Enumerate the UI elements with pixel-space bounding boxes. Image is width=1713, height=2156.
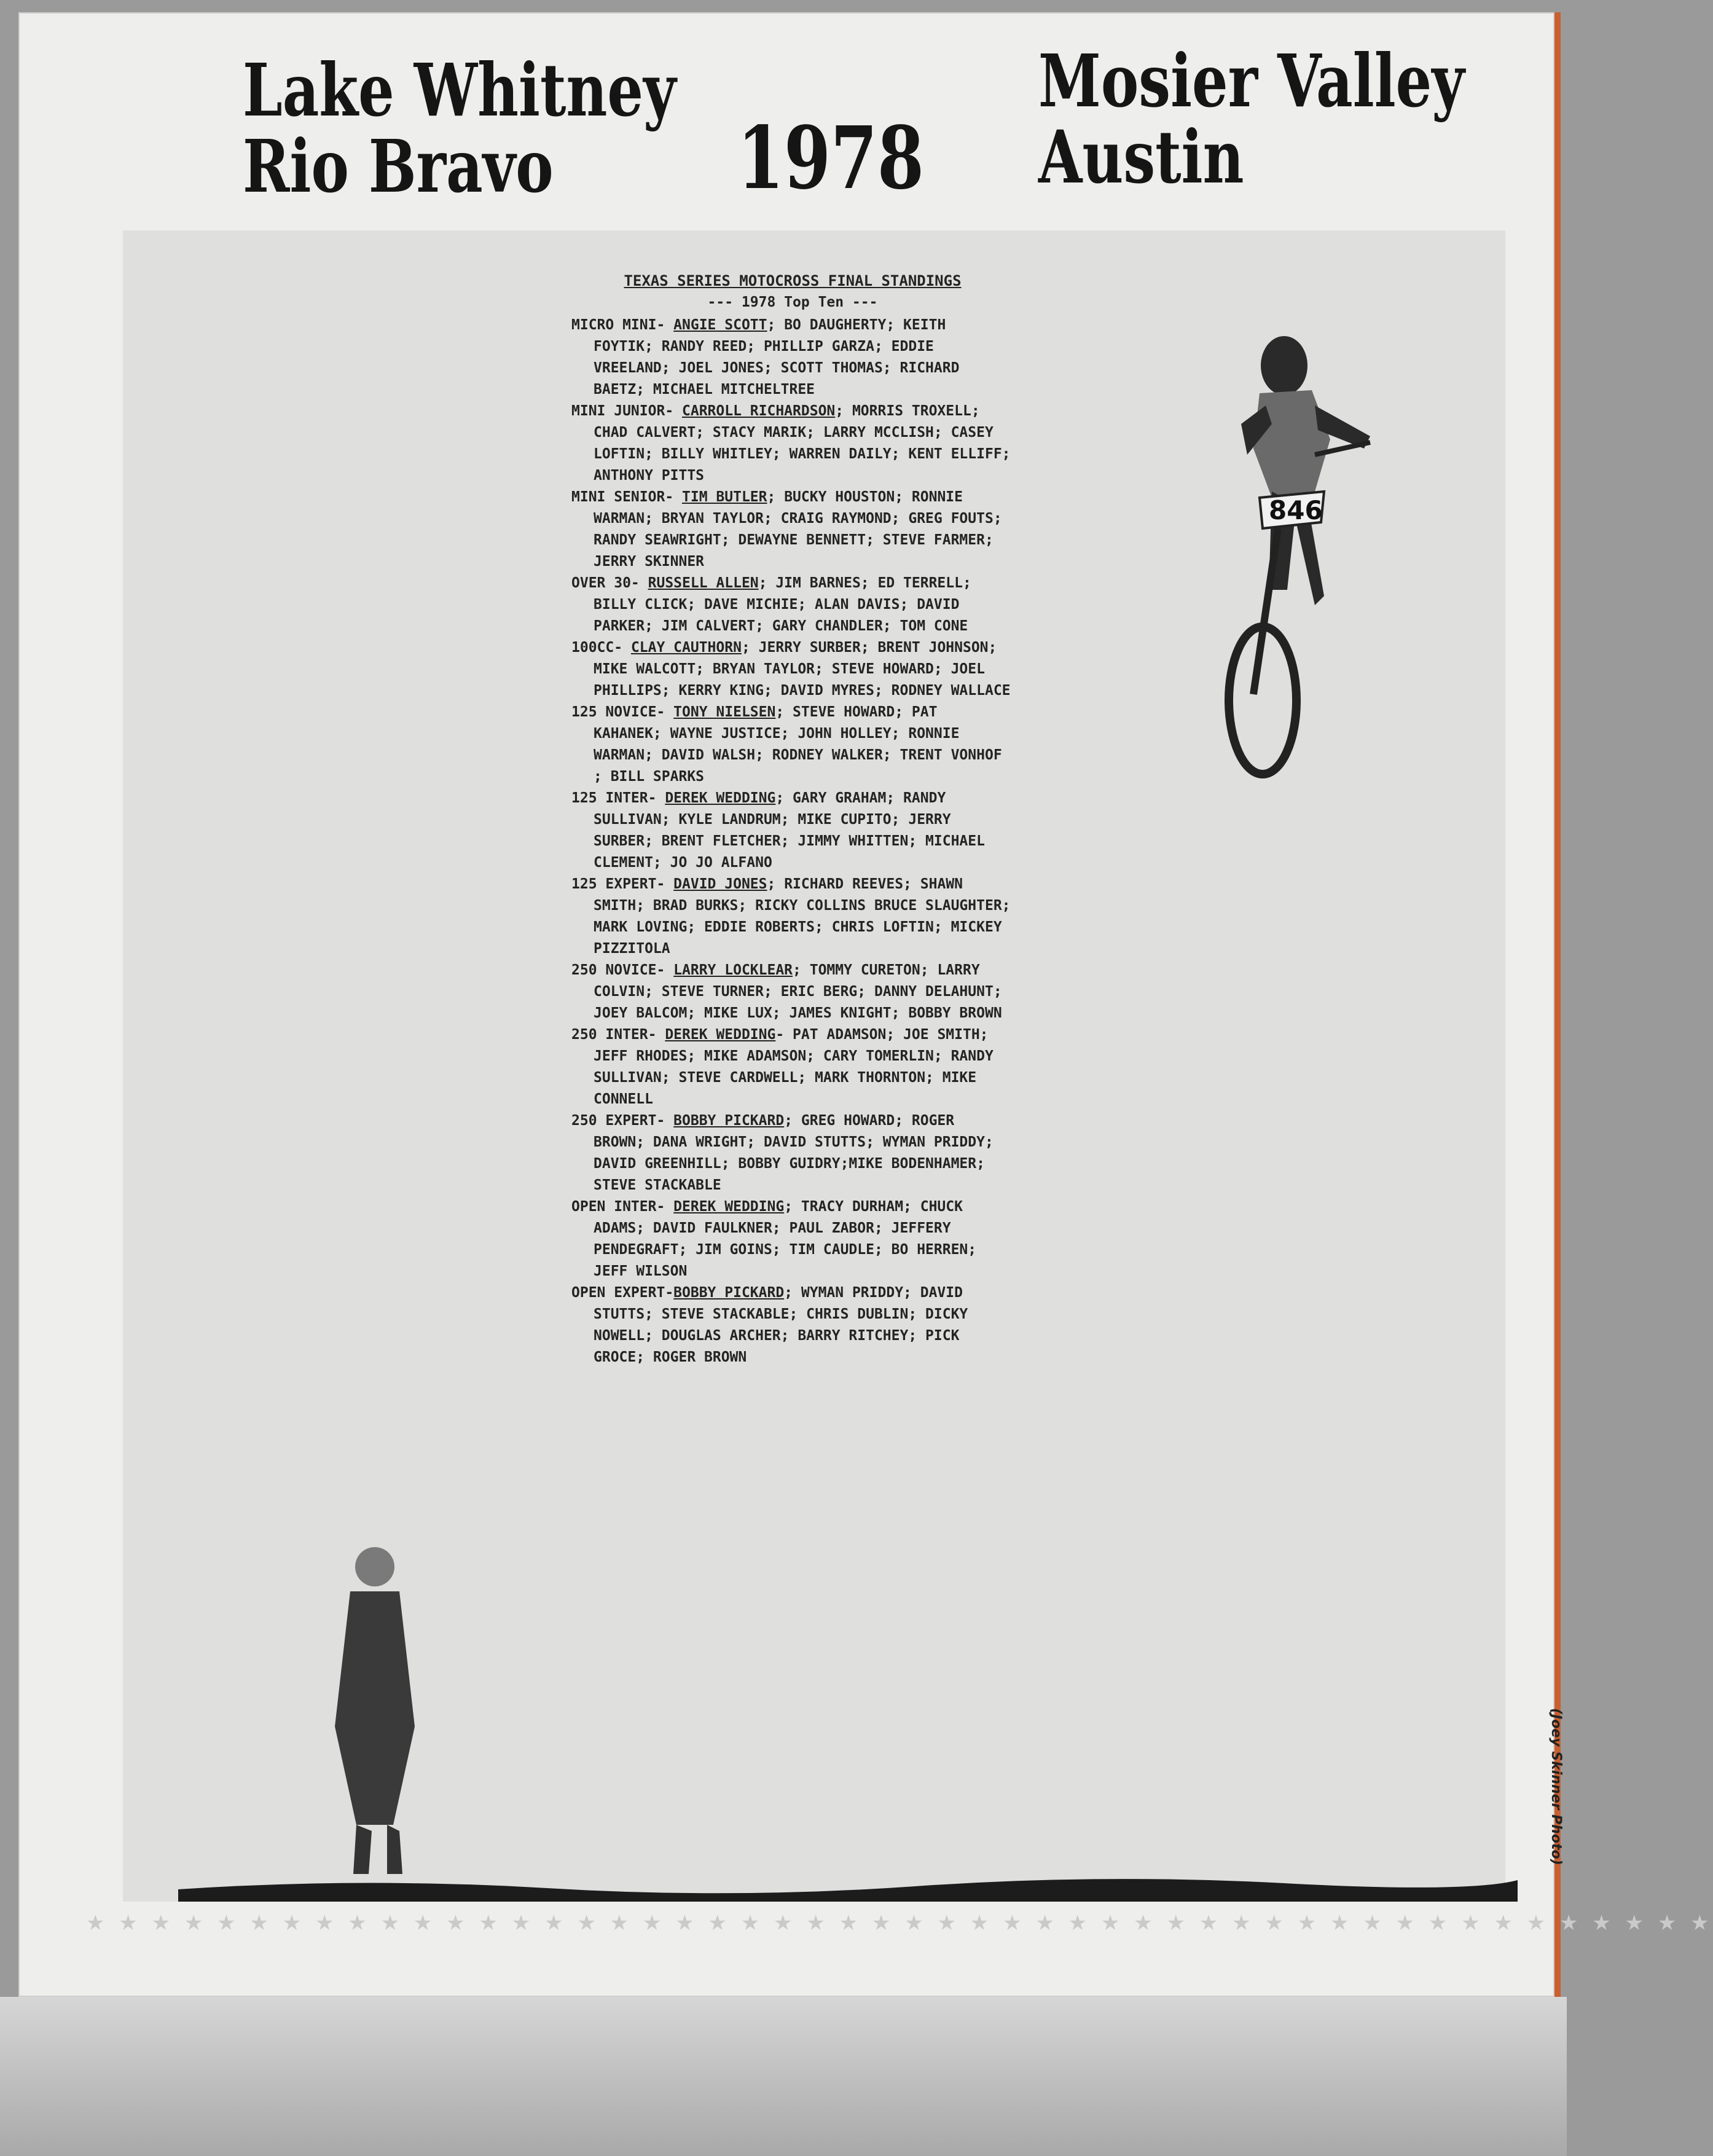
star-border: ★ ★ ★ ★ ★ ★ ★ ★ ★ ★ ★ ★ ★ ★ ★ ★ ★ ★ ★ ★ ★ ★ ★ ★ ★ ★ ★ ★ ★ ★ ★ ★ ★ ★ ★ ★ ★ ★ ★ ★ ★ ★ ★ ★ ★ ★ ★ ★ ★ ★ [86, 1911, 1713, 1935]
class-names: ; JIM BARNES; ED TERRELL; BILLY CLICK; DAVE MICHIE; ALAN DAVIS; DAVID PARKER; JIM CALVERT; GARY CHANDLER; TOM CONE [594, 575, 971, 634]
class-entry [571, 315, 1014, 401]
class-winner: DEREK WEDDING [673, 1199, 785, 1215]
class-label: OPEN EXPERT- [571, 1285, 674, 1301]
class-label: 250 EXPERT- [571, 1113, 674, 1129]
heading-year: 1978 [737, 108, 924, 209]
class-label: MICRO MINI- [571, 317, 674, 333]
class-winner: RUSSELL ALLEN [648, 575, 759, 591]
class-entry [571, 573, 1014, 637]
class-names: ; BO DAUGHERTY; KEITH FOYTIK; RANDY REED; PHILLIP GARZA; EDDIE VREELAND; JOEL JONES; SCOTT THOMAS; RICHARD BAETZ; MICHAEL MITCHELTREE [594, 317, 960, 398]
class-winner: ANGIE SCOTT [673, 317, 767, 333]
class-winner: BOBBY PICKARD [673, 1285, 785, 1301]
class-entry [571, 637, 1014, 702]
class-winner: CLAY CAUTHORN [630, 640, 742, 656]
class-entry [571, 401, 1014, 487]
class-winner: DEREK WEDDING [665, 1027, 776, 1043]
class-names: ; MORRIS TROXELL; CHAD CALVERT; STACY MARIK; LARRY MCCLISH; CASEY LOFTIN; BILLY WHITLEY; WARREN DAILY; KENT ELLIFF; ANTHONY PITTS [594, 403, 1011, 484]
class-entry [571, 788, 1014, 874]
heading-left [243, 47, 676, 209]
class-entry [571, 487, 1014, 573]
heading-lake-whitney: Lake Whitney [243, 47, 676, 133]
class-winner: TONY NIELSEN [673, 704, 776, 720]
class-entry [571, 702, 1014, 788]
class-names: ; BUCKY HOUSTON; RONNIE WARMAN; BRYAN TAYLOR; CRAIG RAYMOND; GREG FOUTS; RANDY SEAWRIGHT; DEWAYNE BENNETT; STEVE FARMER; JERRY SKINNER [594, 489, 1002, 570]
heading-mosier-valley: Mosier Valley [1038, 38, 1465, 123]
class-names: ; GARY GRAHAM; RANDY SULLIVAN; KYLE LANDRUM; MIKE CUPITO; JERRY SURBER; BRENT FLETCHER; JIMMY WHITTEN; MICHAEL CLEMENT; JO JO ALFANO [594, 790, 985, 871]
class-names: ; GREG HOWARD; ROGER BROWN; DANA WRIGHT; DAVID STUTTS; WYMAN PRIDDY; DAVID GREENHILL; BOBBY GUIDRY;MIKE BODENHAMER; STEVE STACKABLE [594, 1113, 994, 1193]
class-entry [571, 874, 1014, 960]
class-winner: DEREK WEDDING [665, 790, 776, 806]
class-entry [571, 1110, 1014, 1196]
ghost-background-text [166, 467, 200, 574]
class-label: 125 INTER- [571, 790, 665, 806]
class-entry [571, 1024, 1014, 1110]
class-names: ; WYMAN PRIDDY; DAVID STUTTS; STEVE STACKABLE; CHRIS DUBLIN; DICKY NOWELL; DOUGLAS ARCHER; BARRY RITCHEY; PICK GROCE; ROGER BROWN [594, 1285, 968, 1365]
heading-rio-bravo: Rio Bravo [243, 123, 554, 209]
class-winner: CARROLL RICHARDSON [682, 403, 836, 419]
class-label: 250 INTER- [571, 1027, 665, 1043]
class-entry [571, 1282, 1014, 1368]
class-label: MINI SENIOR- [571, 489, 683, 505]
class-names: ; TRACY DURHAM; CHUCK ADAMS; DAVID FAULKNER; PAUL ZABOR; JEFFERY PENDEGRAFT; JIM GOINS; TIM CAUDLE; BO HERREN; JEFF WILSON [594, 1199, 977, 1279]
class-winner: LARRY LOCKLEAR [673, 962, 793, 978]
spectator-photo [295, 1542, 455, 1874]
class-winner: BOBBY PICKARD [673, 1113, 785, 1129]
class-label: OVER 30- [571, 575, 648, 591]
heading-right [1038, 38, 1465, 200]
class-winner: DAVID JONES [673, 876, 767, 892]
rider-number-plate: 846 [1269, 495, 1323, 525]
standings-list [571, 270, 1014, 1368]
class-label: MINI JUNIOR- [571, 403, 683, 419]
class-names: ; RICHARD REEVES; SHAWN SMITH; BRAD BURKS; RICKY COLLINS BRUCE SLAUGHTER; MARK LOVING; EDDIE ROBERTS; CHRIS LOFTIN; MICKEY PIZZITOLA [594, 876, 1011, 957]
scan-background [0, 1997, 1567, 2156]
motocross-rider-photo [1167, 332, 1413, 799]
heading-austin: Austin [1038, 114, 1244, 200]
class-entry [571, 960, 1014, 1024]
class-names: ; STEVE HOWARD; PAT KAHANEK; WAYNE JUSTICE; JOHN HOLLEY; RONNIE WARMAN; DAVID WALSH; RODNEY WALKER; TRENT VONHOF ; BILL SPARKS [594, 704, 1002, 785]
class-names: - PAT ADAMSON; JOE SMITH; JEFF RHODES; MIKE ADAMSON; CARY TOMERLIN; RANDY SULLIVAN; STEVE CARDWELL; MARK THORNTON; MIKE CONNELL [594, 1027, 994, 1107]
class-label: 100CC- [571, 640, 631, 656]
class-label: 125 NOVICE- [571, 704, 674, 720]
ground-line [178, 1865, 1518, 1902]
class-winner: TIM BUTLER [682, 489, 767, 505]
photo-credit: (Joey Skinner Photo) [1548, 1708, 1564, 1865]
class-names: ; TOMMY CURETON; LARRY COLVIN; STEVE TURNER; ERIC BERG; DANNY DELAHUNT; JOEY BALCOM; MIKE LUX; JAMES KNIGHT; BOBBY BROWN [594, 962, 1002, 1021]
class-label: 250 NOVICE- [571, 962, 674, 978]
standings-subtitle: --- 1978 Top Ten --- [707, 294, 878, 310]
class-label: OPEN INTER- [571, 1199, 674, 1215]
class-label: 125 EXPERT- [571, 876, 674, 892]
class-entry [571, 1196, 1014, 1282]
class-names: ; JERRY SURBER; BRENT JOHNSON; MIKE WALCOTT; BRYAN TAYLOR; STEVE HOWARD; JOEL PHILLIPS; KERRY KING; DAVID MYRES; RODNEY WALLACE [594, 640, 1011, 699]
standings-title: TEXAS SERIES MOTOCROSS FINAL STANDINGS [624, 272, 962, 289]
